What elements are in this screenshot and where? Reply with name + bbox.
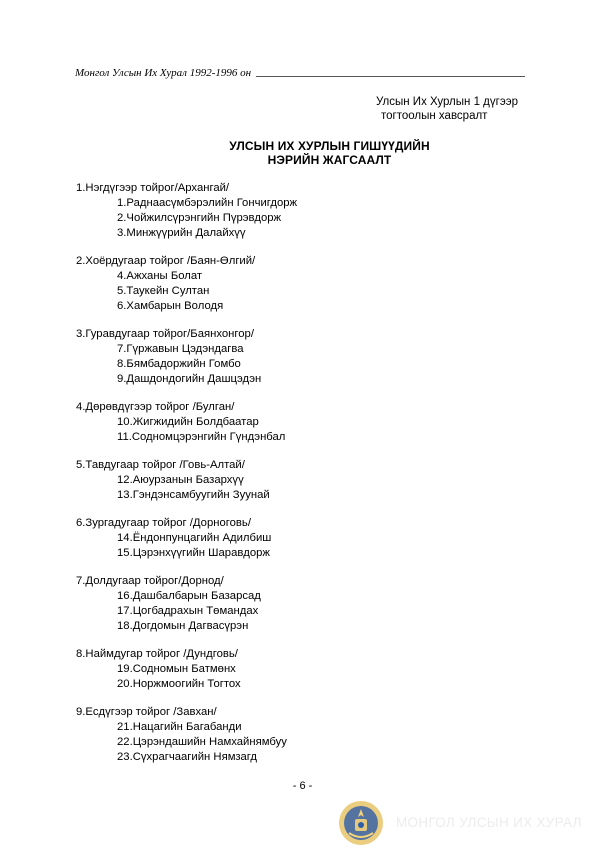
district-block <box>76 400 516 445</box>
member-name: 5.Таукейн Султан <box>117 285 210 297</box>
member-name: 3.Минжүүрийн Далайхүү <box>117 227 246 239</box>
member-name: 4.Ажханы Болат <box>117 270 203 282</box>
member-name: 2.Чойжилсүрэнгийн Пүрэвдорж <box>117 212 282 224</box>
district-label: 7.Долдугаар тойрог/Дорнод/ <box>76 575 224 587</box>
district-block <box>76 574 516 634</box>
member-name: 8.Бямбадоржийн Гомбо <box>117 358 241 370</box>
member-name: 23.Сүхрагчаагийн Нямзагд <box>117 751 257 763</box>
member-name: 7.Гүржавын Цэдэндагва <box>117 343 244 355</box>
district-label: 5.Тавдугаар тойрог /Говь-Алтай/ <box>76 459 245 471</box>
header-title: Монгол Улсын Их Хурал 1992-1996 он <box>75 67 252 79</box>
member-name: 12.Аюурзанын Базархүү <box>117 474 244 486</box>
member-name: 10.Жигжидийн Болдбаатар <box>117 416 259 428</box>
district-block <box>76 458 516 503</box>
district-block <box>76 516 516 561</box>
title-line-2: НЭРИЙН ЖАГСААЛТ <box>267 153 392 167</box>
annex-line-2: тогтоолын хавсралт <box>381 110 488 122</box>
member-name: 21.Нацагийн Багабанди <box>117 721 242 733</box>
district-label: 2.Хоёрдугаар тойрог /Баян-Өлгий/ <box>76 255 256 267</box>
district-block <box>76 254 516 314</box>
member-name: 20.Норжмоогийн Тогтох <box>117 678 241 690</box>
member-name: 17.Цогбадрахын Төмандах <box>117 605 259 617</box>
annex-line-1: Улсын Их Хурлын 1 дүгээр <box>376 96 518 108</box>
title-line-1: УЛСЫН ИХ ХУРЛЫН ГИШҮҮДИЙН <box>229 139 430 153</box>
state-emblem-logo <box>338 800 384 846</box>
member-name: 13.Гэндэнсамбуугийн Зуунай <box>117 489 270 501</box>
district-list <box>76 181 516 778</box>
member-name: 15.Цэрэнхүүгийн Шаравдорж <box>117 547 270 559</box>
header-rule <box>256 76 525 77</box>
member-name: 9.Дашдондогийн Дашцэдэн <box>117 373 262 385</box>
district-label: 9.Есдүгээр тойрог /Завхан/ <box>76 706 217 718</box>
member-name: 1.Раднаасүмбэрэлийн Гончигдорж <box>117 197 298 209</box>
district-label: 8.Наймдугар тойрог /Дундговь/ <box>76 648 238 660</box>
page-number: - 6 - <box>292 780 313 792</box>
member-name: 11.Содномцэрэнгийн Гүндэнбал <box>117 431 286 443</box>
district-label: 1.Нэгдүгээр тойрог/Архангай/ <box>76 182 230 194</box>
district-block <box>76 181 516 241</box>
member-name: 16.Дашбалбарын Базарсад <box>117 590 261 602</box>
district-label: 3.Гуравдугаар тойрог/Баянхонгор/ <box>76 328 254 340</box>
member-name: 6.Хамбарын Володя <box>117 300 224 312</box>
document-title <box>0 139 597 167</box>
district-label: 6.Зургадугаар тойрог /Дорноговь/ <box>76 517 251 529</box>
running-header <box>75 67 525 79</box>
member-name: 18.Догдомын Дагвасүрэн <box>117 620 249 632</box>
annex-note <box>376 95 518 123</box>
member-name: 14.Ёндонпунцагийн Адилбиш <box>117 532 272 544</box>
footer-watermark: МОНГОЛ УЛСЫН ИХ ХУРАЛ <box>396 815 582 830</box>
district-block <box>76 705 516 765</box>
district-block <box>76 327 516 387</box>
member-name: 22.Цэрэндашийн Намхайнямбуу <box>117 736 287 748</box>
district-label: 4.Дөрөвдүгээр тойрог /Булган/ <box>76 401 235 413</box>
district-block <box>76 647 516 692</box>
member-name: 19.Содномын Батмөнх <box>117 663 236 675</box>
